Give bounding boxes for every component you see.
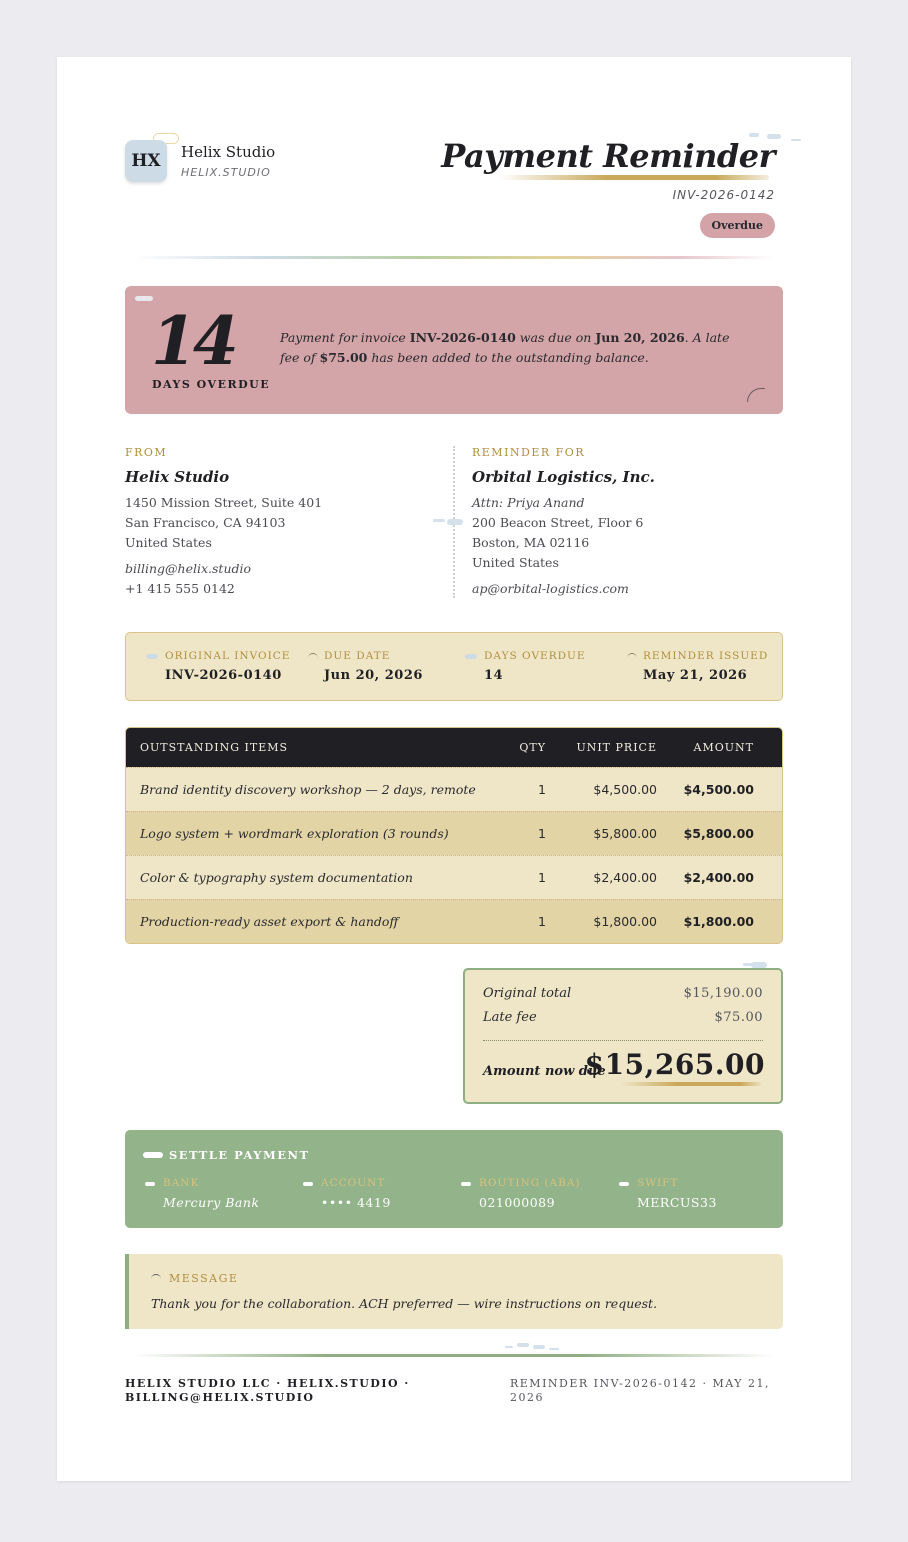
item-amount: $2,400.00: [683, 870, 754, 885]
cloud-decoration: [145, 1182, 155, 1186]
cloud-decoration: [791, 139, 801, 141]
item-description: Production-ready asset export & handoff: [140, 914, 399, 929]
late-fee-label: Late fee: [483, 1010, 537, 1025]
status-badge: Overdue: [700, 213, 775, 238]
from-address-line: 1450 Mission Street, Suite 401: [125, 495, 323, 510]
document-title: Payment Reminder: [441, 137, 775, 175]
outstanding-items-table: [125, 727, 783, 944]
item-qty: 1: [538, 782, 546, 797]
to-address-line: Boston, MA 02116: [472, 535, 590, 550]
message-label: MESSAGE: [169, 1272, 239, 1285]
item-qty: 1: [538, 870, 546, 885]
meta-value: 14: [484, 668, 504, 683]
item-qty: 1: [538, 826, 546, 841]
invoice-page: [57, 57, 851, 1481]
to-address-line: United States: [472, 555, 559, 570]
item-amount: $4,500.00: [683, 782, 754, 797]
from-phone[interactable]: +1 415 555 0142: [125, 581, 235, 596]
meta-value: Jun 20, 2026: [324, 668, 423, 683]
original-total-value: $15,190.00: [683, 986, 763, 1001]
days-overdue-caption: DAYS OVERDUE: [152, 378, 271, 391]
meta-label: DUE DATE: [324, 650, 391, 662]
column-header-description: OUTSTANDING ITEMS: [140, 741, 289, 754]
column-header-unit-price: UNIT PRICE: [576, 741, 657, 754]
meta-label: DAYS OVERDUE: [484, 650, 586, 662]
arc-decoration: [151, 1274, 161, 1280]
message-text: Thank you for the collaboration. ACH preferred — wire instructions on request.: [151, 1296, 658, 1311]
cloud-decoration: [433, 519, 445, 522]
item-amount: $1,800.00: [683, 914, 754, 929]
message-box: [125, 1254, 783, 1329]
header-divider: [133, 256, 775, 259]
brand-name: Helix Studio: [181, 143, 276, 161]
to-address-line: 200 Beacon Street, Floor 6: [472, 515, 644, 530]
footer-divider: [133, 1354, 775, 1357]
to-email[interactable]: ap@orbital-logistics.com: [472, 581, 629, 596]
from-label: FROM: [125, 446, 168, 459]
to-attn: Attn: Priya Anand: [472, 495, 585, 510]
totals-divider: [483, 1040, 763, 1041]
cloud-decoration: [146, 654, 158, 659]
routing-value: 021000089: [479, 1195, 556, 1210]
item-unit-price: $4,500.00: [593, 782, 657, 797]
days-overdue-count: 14: [151, 302, 235, 380]
item-unit-price: $2,400.00: [593, 870, 657, 885]
table-row: [126, 899, 782, 943]
table-row: [126, 767, 782, 811]
meta-label: ORIGINAL INVOICE: [165, 650, 291, 662]
arc-decoration: [747, 388, 765, 402]
bank-value: Mercury Bank: [163, 1195, 260, 1210]
item-unit-price: $5,800.00: [593, 826, 657, 841]
brand-monogram: HX: [131, 151, 161, 171]
cloud-decoration: [447, 519, 463, 525]
totals-box: [463, 968, 783, 1104]
cloud-decoration: [549, 1348, 559, 1350]
table-row: [126, 811, 782, 855]
overdue-invoice-number: INV-2026-0140: [409, 330, 516, 345]
from-email[interactable]: billing@helix.studio: [125, 561, 252, 576]
cloud-decoration: [143, 1152, 163, 1158]
item-unit-price: $1,800.00: [593, 914, 657, 929]
cloud-decoration: [303, 1182, 313, 1186]
meta-label: REMINDER ISSUED: [643, 650, 769, 662]
routing-label: ROUTING (ABA): [479, 1177, 581, 1189]
bank-label: BANK: [163, 1177, 200, 1189]
cloud-decoration: [461, 1182, 471, 1186]
original-total-label: Original total: [483, 986, 572, 1001]
cloud-decoration: [505, 1346, 513, 1348]
account-label: ACCOUNT: [321, 1177, 386, 1189]
cloud-decoration: [619, 1182, 629, 1186]
arc-decoration: [308, 653, 318, 659]
meta-value: INV-2026-0140: [165, 668, 282, 683]
item-amount: $5,800.00: [683, 826, 754, 841]
cloud-decoration: [465, 654, 477, 659]
swift-label: SWIFT: [637, 1177, 679, 1189]
invoice-meta-strip: [125, 632, 783, 701]
overdue-late-fee: $75.00: [319, 350, 368, 365]
settle-payment-title: SETTLE PAYMENT: [169, 1148, 310, 1162]
from-name: Helix Studio: [125, 468, 230, 486]
amount-due-value: $15,265.00: [584, 1048, 765, 1081]
account-value: •••• 4419: [321, 1195, 391, 1210]
table-row: [126, 855, 782, 899]
cloud-decoration: [533, 1345, 545, 1349]
swift-value: MERCUS33: [637, 1195, 717, 1210]
document-number: INV-2026-0142: [672, 188, 775, 202]
to-name: Orbital Logistics, Inc.: [472, 468, 655, 486]
amount-due-label: Amount now due: [483, 1064, 606, 1079]
table-header: [126, 728, 782, 767]
amount-due-underline: [621, 1082, 761, 1086]
item-qty: 1: [538, 914, 546, 929]
item-description: Brand identity discovery workshop — 2 days, remote: [140, 782, 476, 797]
footer-reference: REMINDER INV-2026-0142 · MAY 21, 2026: [510, 1377, 771, 1404]
column-header-qty: QTY: [519, 741, 546, 754]
from-address-line: San Francisco, CA 94103: [125, 515, 286, 530]
arc-decoration: [627, 653, 637, 659]
cloud-decoration: [517, 1343, 529, 1347]
from-address-line: United States: [125, 535, 212, 550]
meta-value: May 21, 2026: [643, 668, 748, 683]
overdue-message: Payment for invoice INV-2026-0140 was due on Jun 20, 2026. A late fee of $75.00 has been added to the outstanding balance.: [280, 330, 730, 365]
overdue-banner: [125, 286, 783, 414]
item-description: Logo system + wordmark exploration (3 rounds): [140, 826, 449, 841]
item-description: Color & typography system documentation: [140, 870, 413, 885]
footer-company: HELIX STUDIO LLC · HELIX.STUDIO · BILLING@HELIX.STUDIO: [125, 1377, 410, 1404]
column-header-amount: AMOUNT: [693, 741, 754, 754]
settle-payment-panel: [125, 1130, 783, 1228]
overdue-due-date: Jun 20, 2026: [595, 330, 685, 345]
brand-domain: HELIX.STUDIO: [181, 166, 271, 179]
late-fee-value: $75.00: [714, 1010, 763, 1025]
to-label: REMINDER FOR: [472, 446, 586, 459]
brand-logo: [125, 140, 167, 182]
title-underline: [499, 175, 769, 180]
